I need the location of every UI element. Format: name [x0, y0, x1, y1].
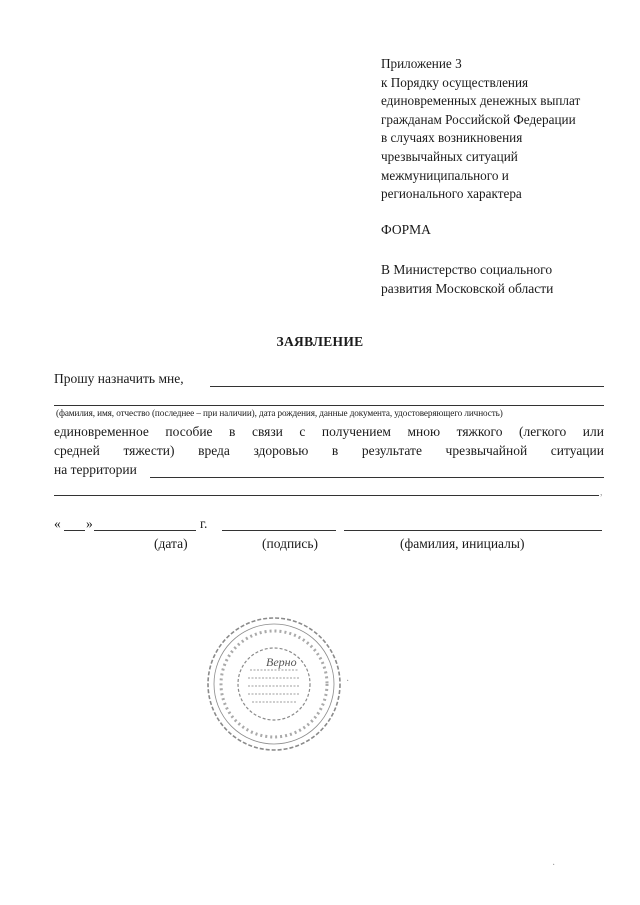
- appendix-line: межмуниципального и: [381, 167, 509, 183]
- stamp-handwritten-note: Верно: [266, 655, 297, 669]
- date-day-field[interactable]: [64, 530, 85, 531]
- appendix-header: [381, 55, 631, 204]
- date-close-quote: »: [86, 516, 93, 531]
- appendix-line: регионального характера: [381, 186, 522, 202]
- recipient-line: развития Московской области: [381, 281, 554, 296]
- date-open-quote: «: [54, 516, 61, 531]
- appendix-line: чрезвычайных ситуаций: [381, 148, 518, 164]
- date-caption: (дата): [154, 536, 188, 551]
- body-line: средней тяжести) вреда здоровью в результате чрезвычайной ситуации: [54, 443, 604, 458]
- signature-caption: (подпись): [262, 536, 319, 551]
- request-prefix: Прошу назначить мне,: [54, 371, 184, 386]
- signature-field[interactable]: [222, 530, 336, 531]
- name-caption: (фамилия, инициалы): [400, 536, 525, 551]
- name-initials-field[interactable]: [344, 530, 602, 531]
- body-line: единовременное пособие в связи с получением мною тяжкого (легкого или: [54, 424, 604, 439]
- applicant-field-hint: (фамилия, имя, отчество (последнее – при наличии), дата рождения, данные документа, удостоверяющего личность): [56, 408, 503, 418]
- official-stamp: [204, 614, 344, 754]
- appendix-line: гражданам Российской Федерации: [381, 111, 576, 127]
- stray-mark: ·: [346, 676, 350, 687]
- appendix-line: Приложение 3: [381, 56, 462, 71]
- line-end-mark: ,: [600, 487, 603, 498]
- territory-field[interactable]: [150, 477, 604, 478]
- stray-mark: ·: [552, 860, 556, 871]
- applicant-details-field[interactable]: [54, 405, 604, 406]
- recipient-block: [381, 260, 553, 298]
- territory-prefix: на территории: [54, 462, 137, 477]
- recipient-line: В Министерство социального: [381, 262, 553, 277]
- document-title: ЗАЯВЛЕНИЕ: [276, 334, 364, 349]
- form-label: ФОРМА: [381, 222, 431, 237]
- year-suffix: г.: [200, 516, 208, 531]
- appendix-line: в случаях возникновения: [381, 130, 523, 146]
- applicant-name-field[interactable]: [210, 386, 604, 387]
- appendix-line: к Порядку осуществления: [381, 74, 529, 90]
- appendix-line: единовременных денежных выплат: [381, 93, 581, 109]
- date-month-field[interactable]: [94, 530, 196, 531]
- territory-field-continued[interactable]: [54, 495, 599, 496]
